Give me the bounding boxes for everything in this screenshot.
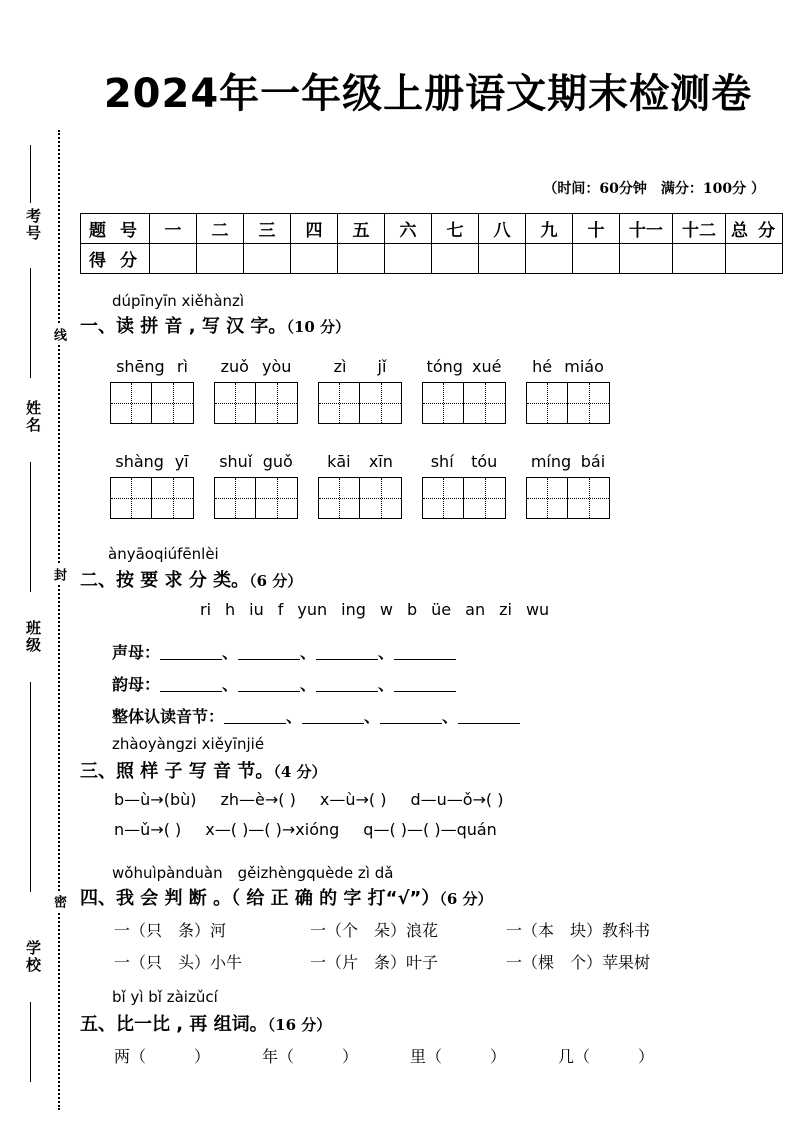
letter-item: w	[379, 600, 393, 619]
letter-item: wu	[525, 600, 550, 619]
pinyin-syllable: tóng	[426, 357, 463, 376]
score-input-7[interactable]	[432, 244, 479, 274]
section-4-number: 四、	[80, 888, 116, 909]
score-input-4[interactable]	[291, 244, 338, 274]
q2-letters-bank	[200, 600, 563, 619]
q2-line-zhengti	[112, 704, 520, 727]
sep: 、	[286, 707, 303, 726]
answer-blank[interactable]	[458, 723, 520, 724]
q1-pinyin-row-2	[110, 452, 630, 471]
score-input-10[interactable]	[573, 244, 620, 274]
pinyin-group	[214, 357, 298, 376]
page-title: 2024年一年级上册语文期末检测卷	[103, 71, 753, 117]
seal-label-school: 学校	[24, 940, 41, 974]
section-2-points: （6 分）	[249, 572, 303, 590]
pinyin-syllable: shuǐ	[219, 452, 253, 471]
tianzige-cell[interactable]	[256, 477, 298, 519]
tianzige-cell[interactable]	[152, 477, 194, 519]
q2-label-shengmu: 声母：	[112, 643, 161, 662]
pinyin-group	[110, 357, 194, 376]
tianzige-cell[interactable]	[318, 477, 360, 519]
tianzige-group	[318, 477, 402, 519]
tianzige-cell[interactable]	[214, 477, 256, 519]
sep: 、	[442, 707, 459, 726]
judge-item[interactable]: 一（片 条）叶子	[310, 953, 439, 972]
section-4-title: 我 会 判 断 。（ 给 正 确 的 字 打“√”）	[116, 888, 440, 909]
tianzige-group	[318, 382, 402, 424]
letter-item: f	[277, 600, 284, 619]
q5-row-1	[114, 1044, 706, 1067]
syllable-item[interactable]: zh—è→( )	[220, 790, 296, 809]
tianzige-group	[422, 477, 506, 519]
score-input-12[interactable]	[673, 244, 726, 274]
score-input-total[interactable]	[726, 244, 783, 274]
judge-item[interactable]: 一（个 朵）浪花	[310, 921, 439, 940]
tianzige-cell[interactable]	[214, 382, 256, 424]
section-5-points: （16 分）	[267, 1016, 332, 1034]
section-1-points: （10 分）	[286, 318, 351, 336]
score-col-total: 总 分	[726, 214, 783, 244]
score-col-9: 九	[526, 214, 573, 244]
pinyin-syllable: zì	[333, 357, 347, 376]
section-2-number: 二、	[80, 570, 116, 591]
tianzige-cell[interactable]	[110, 477, 152, 519]
score-input-6[interactable]	[385, 244, 432, 274]
score-table	[80, 213, 783, 274]
judge-item[interactable]: 一（只 条）河	[114, 921, 227, 940]
seal-rule	[30, 682, 31, 892]
pinyin-syllable: yī	[174, 452, 189, 471]
seal-char-line: 线	[50, 325, 69, 344]
section-5-title: 比一比 , 再 组词。	[116, 1014, 268, 1035]
q1-grid-row-2	[110, 477, 630, 519]
judge-item[interactable]: 一（本 块）教科书	[506, 921, 651, 940]
score-input-1[interactable]	[150, 244, 197, 274]
score-input-3[interactable]	[244, 244, 291, 274]
syllable-item[interactable]: x—ù→( )	[319, 790, 387, 809]
score-col-11: 十一	[620, 214, 673, 244]
pinyin-syllable: hé	[532, 357, 553, 376]
section-4-points: （6 分）	[439, 890, 493, 908]
pinyin-syllable: shí	[430, 452, 454, 471]
tianzige-cell[interactable]	[464, 382, 506, 424]
pinyin-group	[318, 452, 402, 471]
score-input-9[interactable]	[526, 244, 573, 274]
section-2-pinyin: ànyāoqiúfēnlèi	[108, 545, 219, 563]
seal-label-class: 班级	[24, 620, 41, 654]
pinyin-syllable: xīn	[368, 452, 393, 471]
syllable-item[interactable]: d—u—ǒ→( )	[410, 790, 504, 809]
answer-blank[interactable]	[160, 659, 222, 660]
tianzige-cell[interactable]	[464, 477, 506, 519]
word-item[interactable]: 年（ ）	[262, 1047, 359, 1066]
score-table-score-label: 得 分	[81, 244, 150, 274]
pinyin-syllable: yòu	[262, 357, 292, 376]
letter-item: b	[407, 600, 418, 619]
pinyin-group	[526, 452, 610, 471]
answer-blank[interactable]	[394, 659, 456, 660]
score-input-5[interactable]	[338, 244, 385, 274]
q1-grid-row-1	[110, 382, 630, 424]
sep: 、	[300, 643, 317, 662]
seal-rule	[30, 1002, 31, 1082]
letter-item: an	[465, 600, 486, 619]
score-input-11[interactable]	[620, 244, 673, 274]
pinyin-syllable: shàng	[115, 452, 164, 471]
score-col-8: 八	[479, 214, 526, 244]
letter-item: ing	[341, 600, 366, 619]
score-col-1: 一	[150, 214, 197, 244]
syllable-item[interactable]: n—ǔ→( )	[114, 820, 182, 839]
letter-item: yun	[297, 600, 328, 619]
judge-item[interactable]: 一（只 头）小牛	[114, 953, 243, 972]
tianzige-cell[interactable]	[110, 382, 152, 424]
tianzige-cell[interactable]	[422, 382, 464, 424]
pinyin-syllable: rì	[176, 357, 188, 376]
tianzige-group	[526, 382, 610, 424]
pinyin-group	[526, 357, 610, 376]
tianzige-group	[422, 382, 506, 424]
syllable-item[interactable]: q—( )—( )—quán	[363, 820, 497, 839]
pinyin-group	[214, 452, 298, 471]
seal-dotted-line	[58, 130, 60, 1110]
sep: 、	[364, 707, 381, 726]
section-3-pinyin: zhàoyàngzi xiěyīnjié	[112, 735, 265, 753]
section-2-heading	[80, 566, 302, 592]
section-3-points: （4 分）	[273, 763, 327, 781]
pinyin-syllable: tóu	[471, 452, 498, 471]
answer-blank[interactable]	[238, 691, 300, 692]
tianzige-group	[214, 477, 298, 519]
seal-char-secret: 密	[50, 892, 69, 911]
score-col-5: 五	[338, 214, 385, 244]
answer-blank[interactable]	[160, 691, 222, 692]
answer-blank[interactable]	[224, 723, 286, 724]
sep: 、	[222, 675, 239, 694]
pinyin-group	[318, 357, 402, 376]
q4-row-2	[114, 950, 702, 973]
sep: 、	[378, 643, 395, 662]
score-input-2[interactable]	[197, 244, 244, 274]
seal-margin	[0, 0, 78, 1122]
seal-label-exam-number: 考号	[24, 208, 41, 242]
sep: 、	[222, 643, 239, 662]
syllable-example: b—ù→(bù)	[114, 790, 197, 809]
tianzige-group	[110, 382, 194, 424]
q4-row-1	[114, 918, 702, 941]
pinyin-syllable: miáo	[564, 357, 604, 376]
score-col-2: 二	[197, 214, 244, 244]
q3-row-2	[114, 820, 521, 839]
tianzige-cell[interactable]	[256, 382, 298, 424]
answer-blank[interactable]	[316, 691, 378, 692]
section-4-pinyin: wǒhuìpànduàn gěizhèngquède zì dǎ	[112, 864, 394, 882]
letter-item: iu	[249, 600, 264, 619]
score-col-4: 四	[291, 214, 338, 244]
section-1-heading	[80, 312, 350, 338]
pinyin-group	[110, 452, 194, 471]
section-1-title: 读 拼 音 , 写 汉 字。	[116, 316, 287, 337]
letter-item: h	[225, 600, 236, 619]
seal-rule	[30, 462, 31, 592]
pinyin-syllable: kāi	[327, 452, 351, 471]
seal-label-name: 姓名	[24, 400, 41, 434]
score-col-10: 十	[573, 214, 620, 244]
word-item[interactable]: 几（ ）	[558, 1047, 655, 1066]
tianzige-group	[214, 382, 298, 424]
word-item[interactable]: 两（ ）	[114, 1047, 211, 1066]
seal-rule	[30, 268, 31, 378]
q3-row-1	[114, 790, 528, 809]
sep: 、	[378, 675, 395, 694]
answer-blank[interactable]	[380, 723, 442, 724]
section-1-number: 一、	[80, 316, 116, 337]
tianzige-group	[526, 477, 610, 519]
section-2-title: 按 要 求 分 类。	[116, 570, 250, 591]
tianzige-cell[interactable]	[152, 382, 194, 424]
pinyin-syllable: míng	[530, 452, 572, 471]
score-input-8[interactable]	[479, 244, 526, 274]
letter-item: zi	[499, 600, 512, 619]
q2-label-zhengti: 整体认读音节：	[112, 707, 225, 726]
score-col-6: 六	[385, 214, 432, 244]
section-5-pinyin: bǐ yì bǐ zàizǔcí	[112, 988, 218, 1006]
q2-line-shengmu	[112, 640, 456, 663]
tianzige-cell[interactable]	[360, 477, 402, 519]
table-row-question-numbers	[81, 214, 783, 244]
syllable-item[interactable]: x—( )—( )→xióng	[205, 820, 340, 839]
score-col-7: 七	[432, 214, 479, 244]
section-4-heading	[80, 884, 493, 910]
pinyin-syllable: jǐ	[377, 357, 387, 376]
section-3-title: 照 样 子 写 音 节。	[116, 761, 274, 782]
seal-char-seal: 封	[50, 565, 69, 584]
judge-item[interactable]: 一（棵 个）苹果树	[506, 953, 651, 972]
table-row-scores	[81, 244, 783, 274]
answer-blank[interactable]	[316, 659, 378, 660]
pinyin-group	[422, 452, 506, 471]
section-1-pinyin: dúpīnyīn xiěhànzì	[112, 292, 245, 310]
letter-item: ri	[200, 600, 212, 619]
score-col-3: 三	[244, 214, 291, 244]
seal-rule	[30, 145, 31, 203]
q2-line-yunmu	[112, 672, 456, 695]
pinyin-syllable: xué	[472, 357, 502, 376]
answer-blank[interactable]	[302, 723, 364, 724]
tianzige-cell[interactable]	[526, 477, 568, 519]
tianzige-cell[interactable]	[568, 477, 610, 519]
tianzige-cell[interactable]	[526, 382, 568, 424]
tianzige-group	[110, 477, 194, 519]
q2-label-yunmu: 韵母：	[112, 675, 161, 694]
letter-item: üe	[431, 600, 452, 619]
pinyin-syllable: zuǒ	[220, 357, 249, 376]
pinyin-group	[422, 357, 506, 376]
sep: 、	[300, 675, 317, 694]
exam-meta: （时间：60分钟 满分：100分 ）	[543, 181, 765, 197]
pinyin-syllable: guǒ	[262, 452, 293, 471]
answer-blank[interactable]	[394, 691, 456, 692]
section-5-heading	[80, 1010, 331, 1036]
section-3-heading	[80, 757, 327, 783]
score-table-header-label: 题 号	[81, 214, 150, 244]
answer-blank[interactable]	[238, 659, 300, 660]
section-3-number: 三、	[80, 761, 116, 782]
word-item[interactable]: 里（ ）	[410, 1047, 507, 1066]
pinyin-syllable: shēng	[116, 357, 165, 376]
tianzige-cell[interactable]	[422, 477, 464, 519]
tianzige-cell[interactable]	[360, 382, 402, 424]
tianzige-cell[interactable]	[318, 382, 360, 424]
section-5-number: 五、	[80, 1014, 116, 1035]
q1-pinyin-row-1	[110, 357, 630, 376]
tianzige-cell[interactable]	[568, 382, 610, 424]
pinyin-syllable: bái	[580, 452, 606, 471]
score-col-12: 十二	[673, 214, 726, 244]
